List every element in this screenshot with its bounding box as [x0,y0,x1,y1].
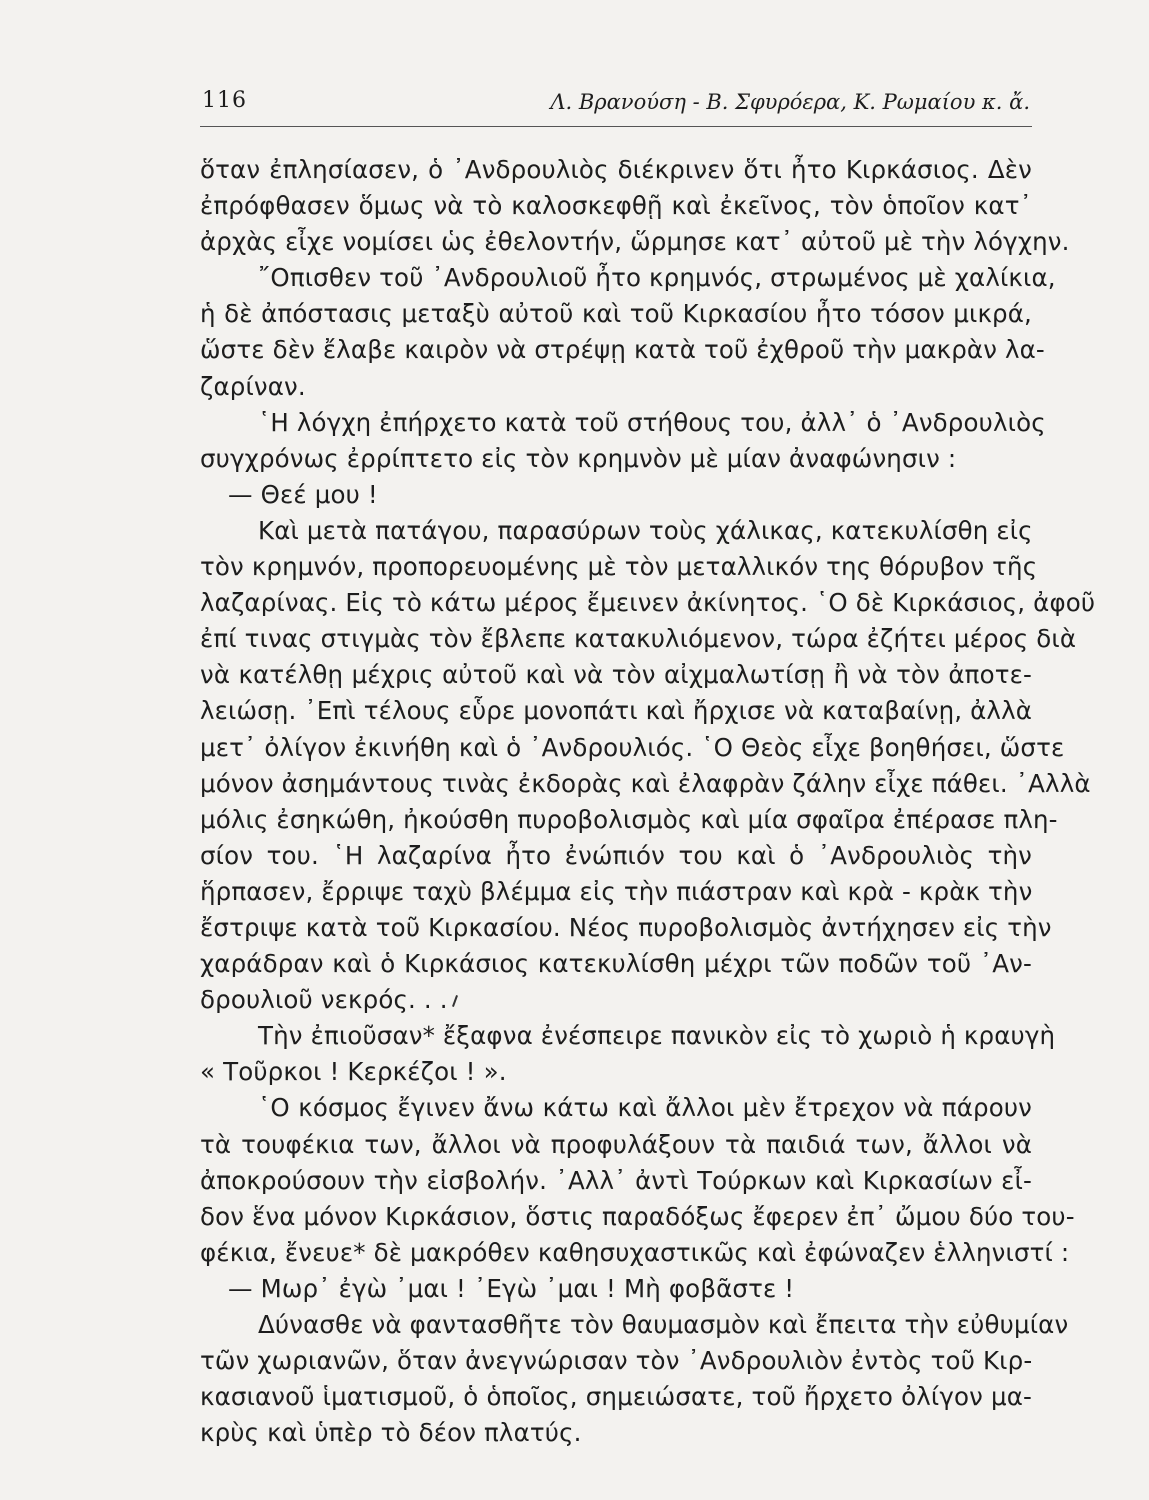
text-line: — Θεέ μου ! [228,479,378,509]
text-line: νὰ κατέλθῃ μέχρις αὐτοῦ καὶ νὰ τὸν αἰχμαλωτίσῃ ἢ νὰ τὸν ἀποτε- [200,660,1032,690]
text-line: κρὺς καὶ ὑπὲρ τὸ δέον πλατύς. [200,1418,582,1448]
text-line: ῎Οπισθεν τοῦ ᾿Ανδρουλιοῦ ἦτο κρημνός, στρωμένος μὲ χαλίκια, [258,263,1056,293]
text-line [200,982,1032,1018]
running-head: Λ. Βρανούση - Β. Σφυρόερα, Κ. Ρωμαίου κ. ἄ. [550,90,1030,114]
text-line: χαράδραν καὶ ὁ Κιρκάσιος κατεκυλίσθη μέχρι τῶν ποδῶν τοῦ ᾿Αν- [200,949,1032,979]
text-line: ὅταν ἐπλησίασεν, ὁ ᾿Ανδρουλιὸς διέκρινεν ὅτι ἦτο Κιρκάσιος. Δὲν [200,155,1032,184]
text-line: ἡ δὲ ἀπόστασις μεταξὺ αὐτοῦ καὶ τοῦ Κιρκασίου ἦτο τόσον μικρά, [200,299,1032,329]
text-line: ἀρχὰς εἶχε νομίσει ὡς ἐθελοντήν, ὥρμησε κατ᾿ αὐτοῦ μὲ τὴν λόγχην. [200,227,1070,257]
ink-mark [452,995,458,1007]
text-line: συγχρόνως ἐρρίπτετο εἰς τὸν κρημνὸν μὲ μίαν ἀναφώνησιν : [200,443,957,473]
text-line: ζαρίναν. [200,371,306,401]
text-line: ῾Ο κόσμος ἔγινεν ἄνω κάτω καὶ ἄλλοι μὲν ἔτρεχον νὰ πάρουν [258,1093,1032,1123]
text-line: τὸν κρημνόν, προπορευομένης μὲ τὸν μεταλλικόν της θόρυβον τῆς [200,552,1038,582]
text-line: μόνον ἀσημάντους τινὰς ἐκδορὰς καὶ ἐλαφρὰν ζάλην εἶχε πάθει. ᾿Αλλὰ [200,768,1091,798]
text-line: μόλις ἐσηκώθη, ἠκούσθη πυροβολισμὸς καὶ μία σφαῖρα ἐπέρασε πλη- [200,804,1058,834]
body-text [200,152,1096,1451]
text-line: Δύνασθε νὰ φαντασθῆτε τὸν θαυμασμὸν καὶ ἔπειτα τὴν εὐθυμίαν [258,1310,1069,1339]
text-line: Τὴν ἐπιοῦσαν* ἔξαφνα ἐνέσπειρε πανικὸν εἰς τὸ χωριὸ ἡ κραυγὴ [258,1021,1056,1051]
page-header [200,86,1032,127]
text-line: λειώσῃ. ᾿Επὶ τέλους εὗρε μονοπάτι καὶ ἤρχισε νὰ καταβαίνῃ, ἀλλὰ [200,696,1033,726]
text-line: ἔστριψε κατὰ τοῦ Κιρκασίου. Νέος πυροβολισμὸς ἀντήχησεν εἰς τὴν [200,912,1052,942]
text-line: μετ᾿ ὀλίγον ἐκινήθη καὶ ὁ ᾿Ανδρουλιός. ῾Ο Θεὸς εἶχε βοηθήσει, ὥστε [200,732,1065,762]
text-line: ἐπί τινας στιγμὰς τὸν ἔβλεπε κατακυλιόμενον, τώρα ἐζήτει μέρος διὰ [200,624,1077,654]
text-line: Καὶ μετὰ πατάγου, παρασύρων τοὺς χάλικας, κατεκυλίσθη εἰς [258,515,1033,545]
text-line: ἥρπασεν, ἔρριψε ταχὺ βλέμμα εἰς τὴν πιάστραν καὶ κρὰ - κρὰκ τὴν [200,876,1033,906]
text-line: ῾Η λόγχη ἐπήρχετο κατὰ τοῦ στήθους του, ἀλλ᾿ ὁ ᾿Ανδρουλιὸς [258,407,1046,437]
text-line: τῶν χωριανῶν, ὅταν ἀνεγνώρισαν τὸν ᾿Ανδρουλιὸν ἐντὸς τοῦ Κιρ- [200,1346,1033,1376]
page-number: 116 [202,88,247,113]
text-line: ἐπρόφθασεν ὅμως νὰ τὸ καλοσκεφθῇ καὶ ἐκεῖνος, τὸν ὁποῖον κατ᾿ [200,191,1032,221]
text-line: « Τοῦρκοι ! Κερκέζοι ! ». [200,1057,507,1087]
text-line: ὥστε δὲν ἔλαβε καιρὸν νὰ στρέψῃ κατὰ τοῦ ἐχθροῦ τὴν μακρὰν λα- [200,335,1045,365]
text-line: κασιανοῦ ἱματισμοῦ, ὁ ὁποῖος, σημειώσατε, τοῦ ἤρχετο ὀλίγον μα- [200,1382,1032,1412]
text-line: φέκια, ἔνευε* δὲ μακρόθεν καθησυχαστικῶς καὶ ἐφώναζεν ἑλληνιστί : [200,1237,1070,1267]
text-line: δον ἕνα μόνον Κιρκάσιον, ὅστις παραδόξως ἔφερεν ἐπ᾿ ὤμου δύο του- [200,1201,1075,1231]
text-line: σίον του. ῾Η λαζαρίνα ἦτο ἐνώπιόν του καὶ ὁ ᾿Ανδρουλιὸς τὴν [200,840,1032,870]
text-line: τὰ τουφέκια των, ἄλλοι νὰ προφυλάξουν τὰ παιδιά των, ἄλλοι νὰ [200,1129,1032,1159]
text-line: λαζαρίνας. Εἰς τὸ κάτω μέρος ἔμεινεν ἀκίνητος. ῾Ο δὲ Κιρκάσιος, ἀφοῦ [200,588,1096,618]
text-line: ἀποκρούσουν τὴν εἰσβολήν. ᾿Αλλ᾿ ἀντὶ Τούρκων καὶ Κιρκασίων εἶ- [200,1165,1032,1195]
text-line: — Μωρ᾿ ἐγὼ ᾿μαι ! ᾿Εγὼ ᾿μαι ! Μὴ φοβᾶστε ! [228,1273,795,1303]
text-line-content: δρουλιοῦ νεκρός. . . [200,985,448,1015]
